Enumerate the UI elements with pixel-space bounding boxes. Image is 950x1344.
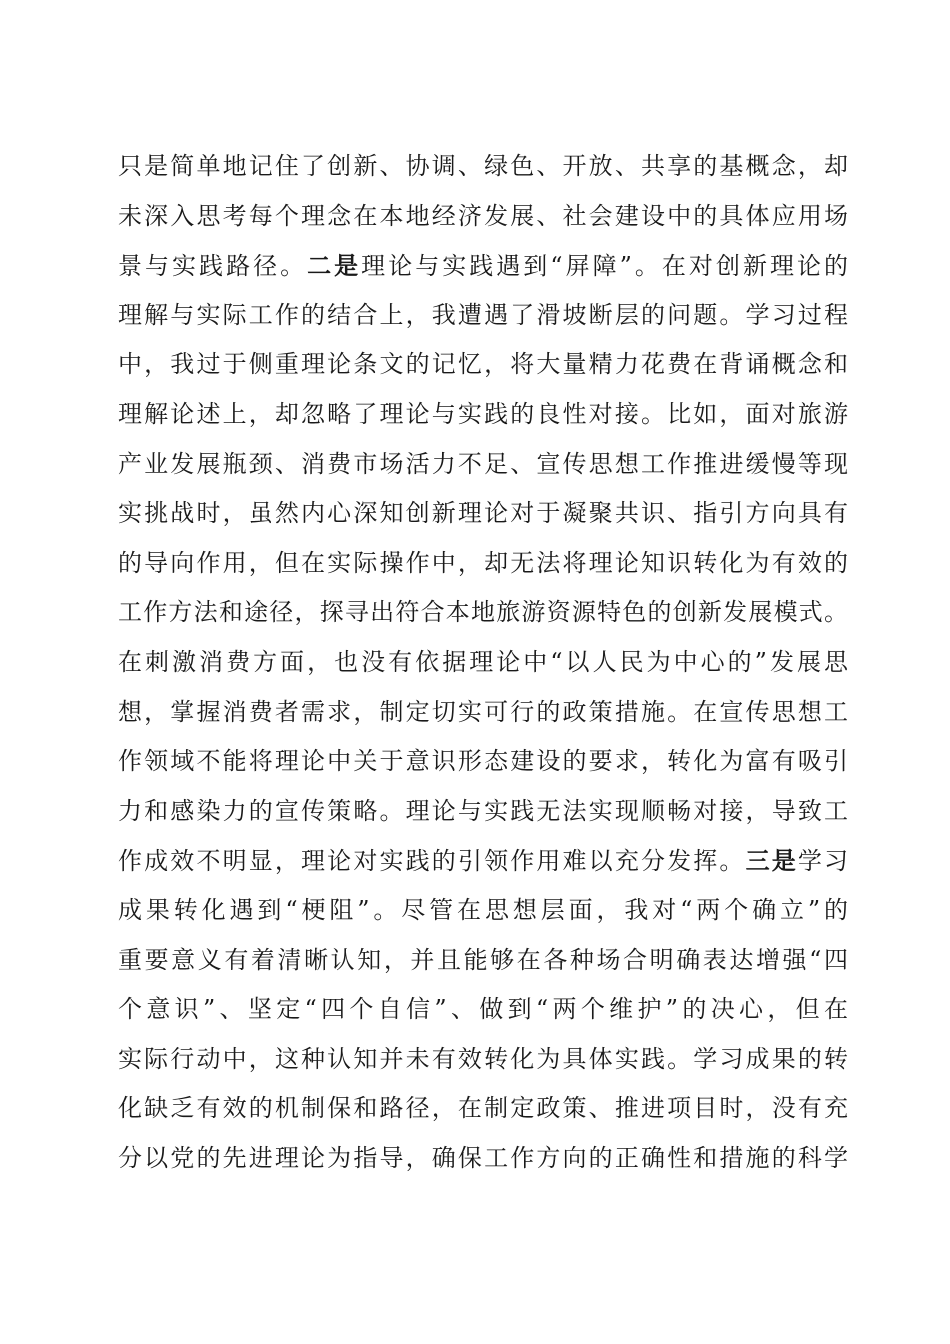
point-heading-three: 三是 [745, 846, 798, 876]
text-line: 工作方法和途径，探寻出符合本地旅游资源特色的创新发展模式。 [118, 598, 848, 627]
text-line [118, 836, 848, 886]
text-line: 想，掌握消费者需求，制定切实可行的政策措施。在宣传思想工 [118, 697, 848, 726]
text-line: 的导向作用，但在实际操作中，却无法将理论知识转化为有效的 [118, 548, 848, 577]
text-segment: 景与实践路径。 [118, 252, 308, 281]
body-paragraph [118, 142, 848, 1183]
text-line: 个意识”、坚定“四个自信”、做到“两个维护”的决心，但在 [118, 995, 848, 1024]
text-line: 分以党的先进理论为指导，确保工作方向的正确性和措施的科学 [118, 1143, 848, 1172]
text-line: 实挑战时，虽然内心深知创新理论对于凝聚共识、指引方向具有 [118, 499, 848, 528]
text-line: 实际行动中，这种认知并未有效转化为具体实践。学习成果的转 [118, 1044, 848, 1073]
text-line: 化缺乏有效的机制保和路径，在制定政策、推进项目时，没有充 [118, 1094, 848, 1123]
text-line: 理解论述上，却忽略了理论与实践的良性对接。比如，面对旅游 [118, 399, 848, 428]
text-line: 重要意义有着清晰认知，并且能够在各种场合明确表达增强“四 [118, 945, 848, 974]
text-line: 中，我过于侧重理论条文的记忆，将大量精力花费在背诵概念和 [118, 350, 848, 379]
text-segment: 学习 [797, 847, 849, 876]
text-line: 力和感染力的宣传策略。理论与实践无法实现顺畅对接，导致工 [118, 796, 848, 825]
text-line: 成果转化遇到“梗阻”。尽管在思想层面，我对“两个确立”的 [118, 895, 848, 924]
text-segment: 作成效不明显，理论对实践的引领作用难以充分发挥。 [118, 847, 746, 876]
text-line: 在刺激消费方面，也没有依据理论中“以人民为中心的”发展思 [118, 647, 848, 676]
text-line [118, 241, 848, 291]
text-line: 作领域不能将理论中关于意识形态建设的要求，转化为富有吸引 [118, 747, 848, 776]
point-heading-two: 二是 [307, 251, 362, 281]
text-line: 理解与实际工作的结合上，我遭遇了滑坡断层的问题。学习过程 [118, 300, 848, 329]
text-segment: 理论与实践遇到“屏障”。在对创新理论的 [361, 252, 849, 281]
text-line: 只是简单地记住了创新、协调、绿色、开放、共享的基概念，却 [118, 152, 848, 180]
text-line: 未深入思考每个理念在本地经济发展、社会建设中的具体应用场 [118, 201, 848, 230]
text-line: 产业发展瓶颈、消费市场活力不足、宣传思想工作推进缓慢等现 [118, 449, 848, 478]
